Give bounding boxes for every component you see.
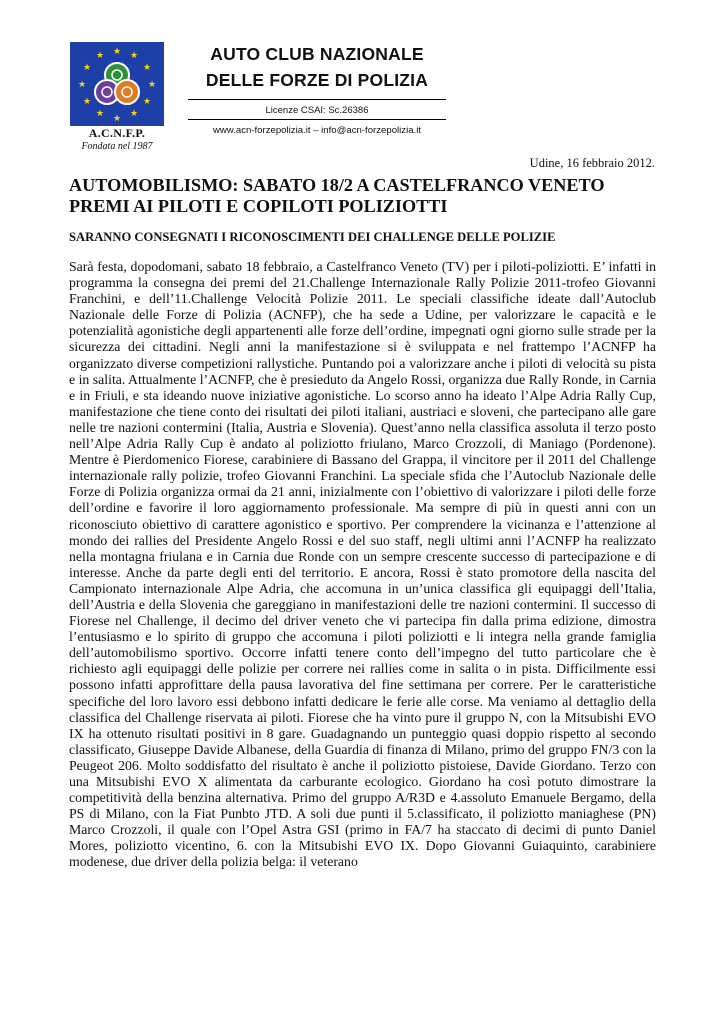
svg-text:★: ★ [95, 51, 105, 61]
svg-text:★: ★ [112, 114, 122, 124]
article-body: Sarà festa, dopodomani, sabato 18 febbraio, a Castelfranco Veneto (TV) per i piloti-poliziotti. E’ infatti in programma la consegna dei premi del 21.Challenge Internazionale Rally Polizie 2011-trofeo Giovanni Franchini, e dell’11.Challenge Velocità Polizie 2011. Le speciali classifiche ideate dall’Autoclub Nazionale delle Forze di Polizia (ACNFP), che ha sede a Udine, per valorizzare le capacità e le potenzialità agonistiche degli appartenenti alle forze dell’ordine, impegnati ogni giorno sulle strade per la sicurezza dei cittadini. Negli anni la manifestazione si è sviluppata e nel frattempo l’ACNFP ha organizzato diverse competizioni rallystiche. Puntando poi a valorizzare anche i piloti di velocità su pista e in salita. Attualmente l’ACNFP, che è presieduto da Angelo Rossi, organizza due Rally Ronde, in Carnia e in Friuli, e sta ideando nuove iniziative agonistiche. Lo scorso anno ha ideato l’Alpe Adria Rally Cup, manifestazione che tiene conto dei risultati dei piloti italiani, austriaci e sloveni, che partecipano alle gare nelle tre nazioni contermini (Italia, Austria e Slovenia). Quest’anno nella classifica assoluta il terzo posto nell’Alpe Adria Rally Cup è andato al poliziotto friulano, Marco Crozzoli, di Maniago (Pordenone). Mentre è Pierdomenico Fiorese, carabiniere di Bassano del Grappa, il vincitore per il 2011 del Challenge internazionale rally polizie, trofeo Giovanni Franchini. La speciale sfida che l’Autoclub Nazionale delle Forze di Polizia organizza ormai da 21 anni, inizialmente con l’obiettivo di valorizzare i piloti delle forze dell’ordine e favorire il loro aggiornamento professionale. Ma sempre di più in questi anni con un riconosciuto obiettivo di carattere agonistico e sportivo. Per comprendere la vicinanza e l’attenzione al mondo dei rallies del Presidente Angelo Rossi e del suo staff, negli ultimi anni l’ACNFP ha realizzato nella montagna friulana e in Carnia due Ronde con un sempre crescente successo di partecipazione e di interesse. Anche da parte degli enti del territorio. E ancora, Rossi è stato promotore della nascita del Campionato internazionale Alpe Adria, che accomuna in un’unica classifica gli equipaggi dell’Italia, dell’Austria e della Slovenia che gareggiano in manifestazioni delle tre nazioni contermini. Il successo di Fiorese nel Challenge, il decimo del driver veneto che vi partecipa fin dalla prima edizione, dimostra l’entusiasmo e lo spirito di gruppo che accomuna i piloti poliziotti e li integra nella grande famiglia dell’automobilismo sportivo. Occorre infatti tenere conto dell’impegno del tutto particolare che è richiesto agli equipaggi delle polizie per correre nei rallies come in salita o in pista. Difficilmente essi possono infatti approfittare della pausa lavorativa del fine settimana per correre. Per le caratteristiche specifiche del loro lavoro essi debbono infatti dedicare le ferie alle corse. Ma veniamo al dettaglio della classifica del Challenge riservata ai piloti. Fiorese che ha vinto pure il gruppo N, con la Mitsubishi EVO IX ha ottenuto risultati positivi in 8 gare. Guadagnando un punteggio quasi doppio rispetto al secondo classificato, Giuseppe Davide Albanese, della Guardia di finanza di Milano, primo del gruppo FN/3 con la Peugeot 206. Molto soddisfatto del risultato è anche il poliziotto pistoiese, Davide Giordano. Terzo con una Mitsubishi EVO X alimentata da carburante ecologico. Giordano ha così potuto dimostrare la competitività della benzina alternativa. Primo del gruppo A/R3D e 4.assoluto Emanuele Bergamo, della PS di Milano, con la Fiat Punbto JTD. A soli due punti il 5.classificato, il poliziotto maniaghese (PN) Marco Crozzoli, il quale con l’Opel Astra GSI (primo in FA/7 ha staccato di decimi di punto Daniel Mores, poliziotto vicentino, 6. con la Mitsubishi EVO IX. Dopo Giovanni Guiaquinto, carabiniere modenese, due driver della polizia belga: il veterano [69, 259, 656, 870]
logo-emblem-icon [70, 42, 164, 126]
article-subheadline: SARANNO CONSEGNATI I RICONOSCIMENTI DEI CHALLENGE DELLE POLIZIE [69, 230, 556, 244]
license-number: Licenze CSAI: Sc.26386 [265, 105, 369, 116]
header-divider-top [188, 99, 446, 100]
svg-text:★: ★ [129, 51, 139, 61]
svg-text:★: ★ [142, 63, 152, 73]
acnfp-logo [70, 42, 164, 126]
svg-text:★: ★ [82, 63, 92, 73]
svg-text:★: ★ [112, 47, 122, 57]
svg-text:★: ★ [142, 97, 152, 107]
club-name-line1: AUTO CLUB NAZIONALE [210, 44, 424, 64]
svg-text:★: ★ [95, 109, 105, 119]
contact-links[interactable]: www.acn-forzepolizia.it – info@acn-forzepolizia.it [212, 125, 422, 136]
logo-initials: A.C.N.F.P. [88, 126, 146, 140]
svg-text:★: ★ [129, 109, 139, 119]
club-name-line2: DELLE FORZE DI POLIZIA [205, 70, 429, 90]
header-divider-bottom [188, 119, 446, 120]
svg-text:★: ★ [77, 80, 87, 90]
founded-year: Fondata nel 1987 [81, 141, 153, 152]
document-date: Udine, 16 febbraio 2012. [529, 156, 655, 170]
article-headline: AUTOMOBILISMO: SABATO 18/2 A CASTELFRANCO VENETO PREMI AI PILOTI E COPILOTI POLIZIOTTI [69, 175, 605, 216]
svg-text:★: ★ [147, 80, 157, 90]
svg-text:★: ★ [82, 97, 92, 107]
